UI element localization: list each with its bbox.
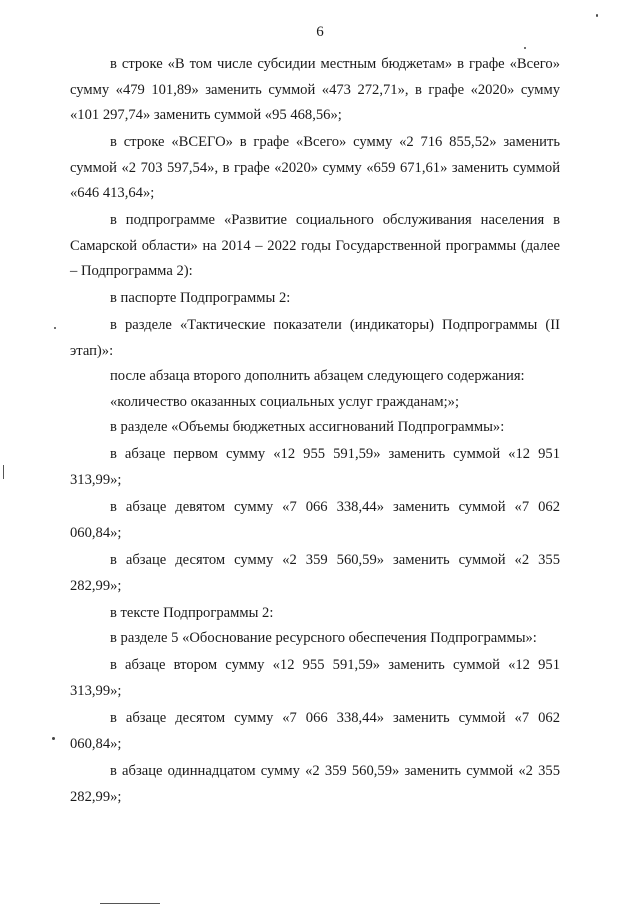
- paragraph-abzac-second: в абзаце втором сумму «12 955 591,59» заменить суммой «12 951 313,99»;: [70, 657, 560, 699]
- paragraph-tactical-indicators: в разделе «Тактические показатели (индикаторы) Подпрограммы (II этап)»:: [70, 317, 560, 359]
- paragraph-subsidies-row: в строке «В том числе субсидии местным бюджетам» в графе «Всего» сумму «479 101,89» заменить суммой «473 272,71», в графе «2020» сумму «101 297,74» заменить суммой «95 468,56»;: [70, 56, 560, 123]
- paragraph-subprogram-2: в подпрограмме «Развитие социального обслуживания населения в Самарской области» на 2014 – 2022 годы Государственной программы (далее – Подпрограмма 2):: [70, 212, 560, 279]
- paragraph-abzac-tenth: в абзаце десятом сумму «2 359 560,59» заменить суммой «2 355 282,99»;: [70, 552, 560, 594]
- scan-speck: [54, 327, 56, 329]
- scan-edge-mark: [3, 465, 4, 479]
- paragraph-total-row: в строке «ВСЕГО» в графе «Всего» сумму «2 716 855,52» заменить суммой «2 703 597,54», в графе «2020» сумму «659 671,61» заменить суммой «646 413,64»;: [70, 134, 560, 201]
- scan-speck: [596, 14, 598, 17]
- paragraph-passport: в паспорте Подпрограммы 2:: [110, 290, 291, 306]
- paragraph-budget-section: в разделе «Объемы бюджетных ассигнований Подпрограммы»:: [110, 419, 505, 435]
- paragraph-section-5: в разделе 5 «Обоснование ресурсного обеспечения Подпрограммы»:: [110, 630, 537, 646]
- scan-edge-mark: [100, 903, 160, 904]
- paragraph-abzac-tenth-2: в абзаце десятом сумму «7 066 338,44» заменить суммой «7 062 060,84»;: [70, 710, 560, 752]
- scan-speck: [52, 737, 55, 740]
- paragraph-abzac-first: в абзаце первом сумму «12 955 591,59» заменить суммой «12 951 313,99»;: [70, 446, 560, 488]
- paragraph-abzac-ninth: в абзаце девятом сумму «7 066 338,44» заменить суммой «7 062 060,84»;: [70, 499, 560, 541]
- paragraph-quoted-indicator: «количество оказанных социальных услуг гражданам;»;: [110, 393, 460, 410]
- paragraph-add-abzac: после абзаца второго дополнить абзацем следующего содержания:: [110, 368, 525, 384]
- document-body: [70, 52, 560, 810]
- paragraph-abzac-eleventh: в абзаце одиннадцатом сумму «2 359 560,59» заменить суммой «2 355 282,99»;: [70, 763, 560, 805]
- scan-speck: [524, 47, 526, 49]
- paragraph-subprogram-text: в тексте Подпрограммы 2:: [110, 604, 274, 621]
- page-number: 6: [316, 24, 324, 40]
